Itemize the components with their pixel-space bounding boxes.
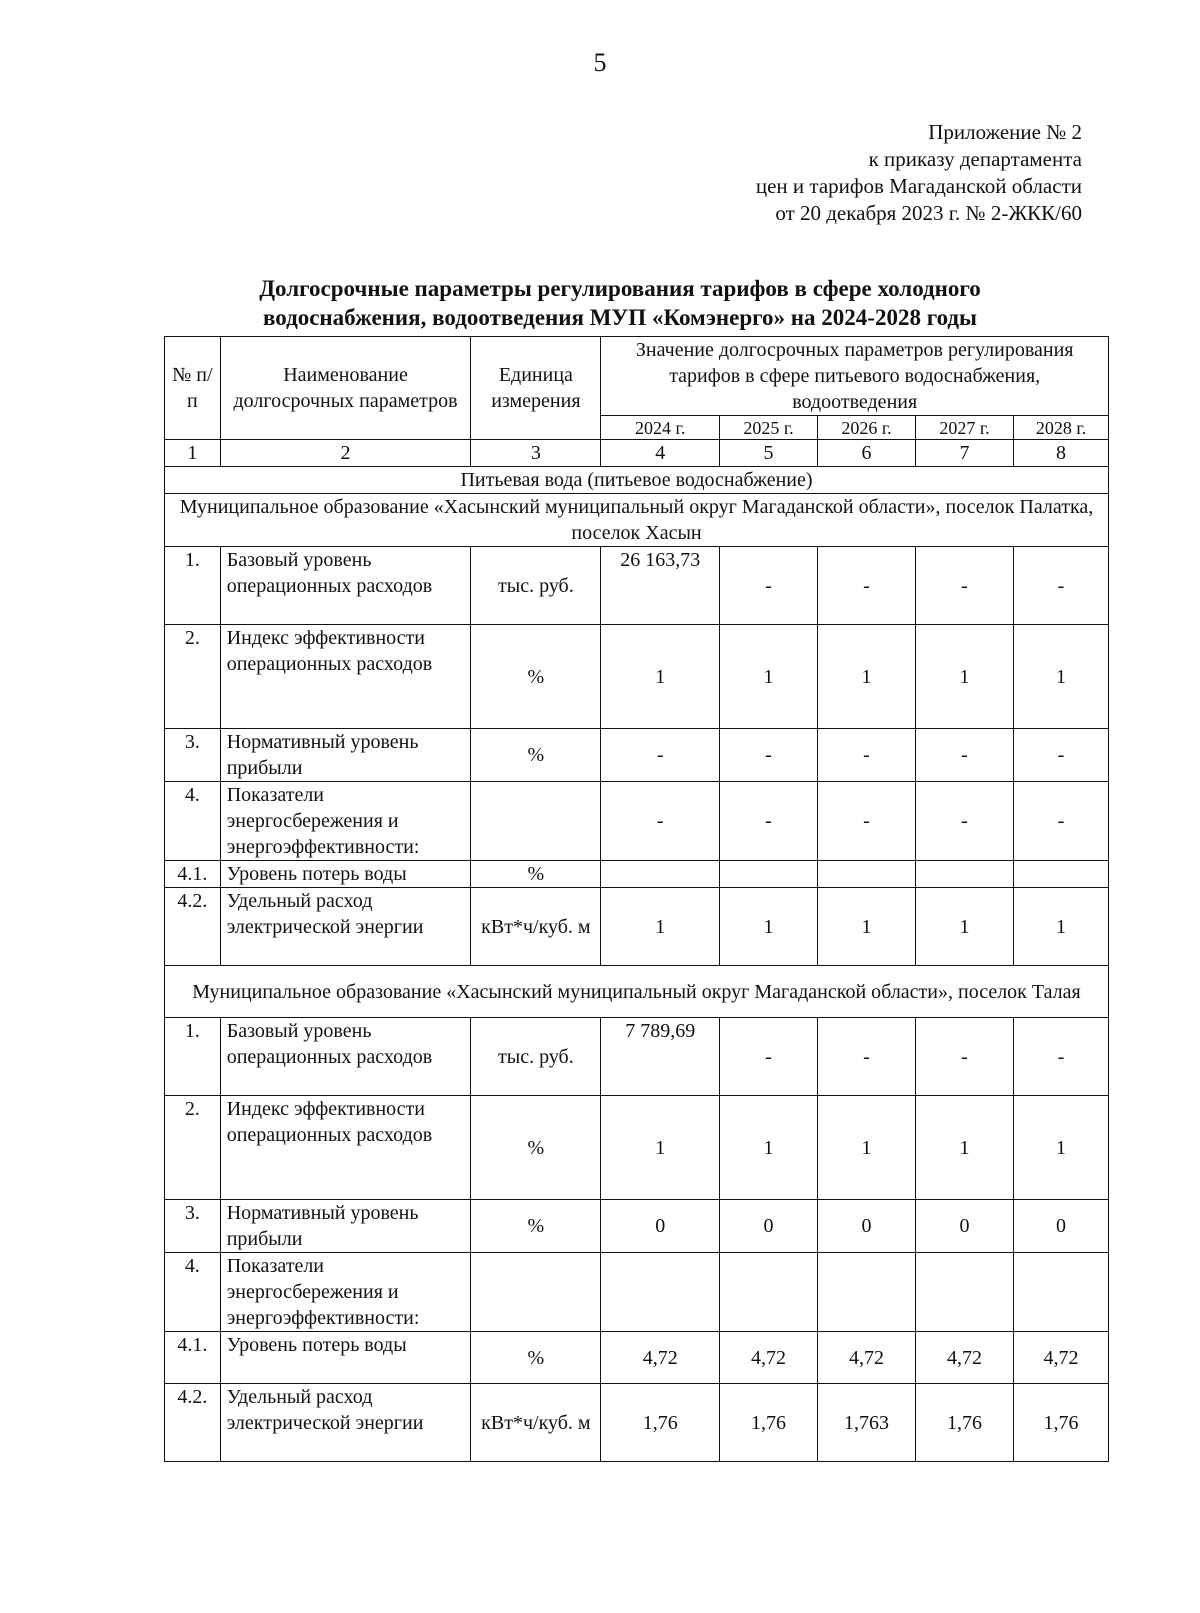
group-title: Муниципальное образование «Хасынский муниципальный округ Магаданской области», поселок Талая (165, 966, 1109, 1018)
column-number: 3 (471, 440, 601, 467)
row-value: 1 (818, 625, 916, 729)
parameters-table (164, 336, 1109, 1462)
row-value: - (818, 729, 916, 782)
row-value (916, 861, 1014, 888)
row-number: 1. (165, 547, 221, 625)
row-value: - (601, 729, 720, 782)
table-row (165, 729, 1109, 782)
row-unit: % (471, 625, 601, 729)
row-parameter-name: Нормативный уровень прибыли (220, 729, 471, 782)
row-value: - (1014, 782, 1109, 861)
table-row (165, 861, 1109, 888)
column-number: 6 (818, 440, 916, 467)
row-value: - (916, 1018, 1014, 1096)
header-name: Наименование долгосрочных параметров (220, 337, 471, 440)
row-value (916, 1253, 1014, 1332)
row-value: - (720, 547, 818, 625)
column-number: 5 (720, 440, 818, 467)
group-title-row (165, 966, 1109, 1018)
row-value: 1 (720, 888, 818, 966)
appendix-line: от 20 декабря 2023 г. № 2-ЖКК/60 (775, 201, 1082, 225)
row-unit: % (471, 861, 601, 888)
row-unit: % (471, 1200, 601, 1253)
header-year: 2025 г. (720, 416, 818, 440)
table-row (165, 1384, 1109, 1462)
row-value: 1,76 (601, 1384, 720, 1462)
row-value: - (720, 1018, 818, 1096)
row-unit: % (471, 729, 601, 782)
row-number: 4.1. (165, 861, 221, 888)
column-number: 2 (220, 440, 471, 467)
row-value: 7 789,69 (601, 1018, 720, 1096)
column-number: 1 (165, 440, 221, 467)
row-number: 4. (165, 782, 221, 861)
row-parameter-name: Базовый уровень операционных расходов (220, 1018, 471, 1096)
row-value: 1 (601, 625, 720, 729)
row-parameter-name: Удельный расход электрической энергии (220, 1384, 471, 1462)
title-line: водоснабжения, водоотведения МУП «Комэнерго» на 2024-2028 годы (262, 305, 978, 330)
column-number: 4 (601, 440, 720, 467)
row-value: 1 (1014, 1096, 1109, 1200)
row-value: - (601, 782, 720, 861)
row-value: 1,76 (916, 1384, 1014, 1462)
header-num: № п/п (165, 337, 221, 440)
row-value: 0 (720, 1200, 818, 1253)
row-value: 4,72 (1014, 1332, 1109, 1384)
appendix-line: к приказу департамента (868, 147, 1082, 171)
table-row (165, 625, 1109, 729)
document-title (160, 274, 1080, 332)
row-value: 1 (720, 625, 818, 729)
row-value: 1 (818, 888, 916, 966)
table-body (165, 337, 1109, 1462)
row-parameter-name: Базовый уровень операционных расходов (220, 547, 471, 625)
row-number: 3. (165, 1200, 221, 1253)
header-year: 2024 г. (601, 416, 720, 440)
row-value: 1 (916, 1096, 1014, 1200)
row-value: 1 (1014, 888, 1109, 966)
table-row (165, 1018, 1109, 1096)
appendix-line: Приложение № 2 (928, 120, 1082, 144)
row-number: 2. (165, 1096, 221, 1200)
table-row (165, 547, 1109, 625)
section-row (165, 467, 1109, 494)
column-number: 7 (916, 440, 1014, 467)
row-value: 4,72 (601, 1332, 720, 1384)
row-value: - (916, 547, 1014, 625)
row-value: - (818, 782, 916, 861)
row-value (1014, 1253, 1109, 1332)
row-value (818, 861, 916, 888)
row-parameter-name: Уровень потерь воды (220, 1332, 471, 1384)
row-value (720, 1253, 818, 1332)
row-value: 0 (818, 1200, 916, 1253)
row-value: 4,72 (818, 1332, 916, 1384)
row-unit: тыс. руб. (471, 1018, 601, 1096)
column-number-row (165, 440, 1109, 467)
section-title: Питьевая вода (питьевое водоснабжение) (165, 467, 1109, 494)
row-value: 1,76 (720, 1384, 818, 1462)
table-row (165, 1253, 1109, 1332)
row-unit (471, 782, 601, 861)
row-value: - (1014, 729, 1109, 782)
table-row (165, 888, 1109, 966)
row-value: - (720, 782, 818, 861)
table-row (165, 1200, 1109, 1253)
appendix-line: цен и тарифов Магаданской области (755, 174, 1082, 198)
header-unit: Единица измерения (471, 337, 601, 440)
header-value: Значение долгосрочных параметров регулирования тарифов в сфере питьевого водоснабжения, водоотведения (601, 337, 1109, 416)
row-unit: кВт*ч/куб. м (471, 888, 601, 966)
row-value: 0 (601, 1200, 720, 1253)
row-value: 1 (818, 1096, 916, 1200)
row-parameter-name: Индекс эффективности операционных расходов (220, 1096, 471, 1200)
row-number: 4.2. (165, 888, 221, 966)
row-value: 4,72 (916, 1332, 1014, 1384)
table-row (165, 782, 1109, 861)
row-unit: тыс. руб. (471, 547, 601, 625)
row-value: 0 (1014, 1200, 1109, 1253)
row-parameter-name: Нормативный уровень прибыли (220, 1200, 471, 1253)
row-number: 4.1. (165, 1332, 221, 1384)
row-value: - (1014, 1018, 1109, 1096)
row-value: 1 (601, 888, 720, 966)
row-value: 26 163,73 (601, 547, 720, 625)
row-value (601, 861, 720, 888)
row-value (720, 861, 818, 888)
row-value: 1,763 (818, 1384, 916, 1462)
row-parameter-name: Уровень потерь воды (220, 861, 471, 888)
row-value: 1,76 (1014, 1384, 1109, 1462)
title-line: Долгосрочные параметры регулирования тарифов в сфере холодного (259, 276, 981, 301)
page-number: 5 (593, 48, 607, 77)
row-value: 0 (916, 1200, 1014, 1253)
group-title: Муниципальное образование «Хасынский муниципальный округ Магаданской области», поселок Палатка, поселок Хасын (165, 494, 1109, 547)
row-value: - (916, 782, 1014, 861)
row-number: 1. (165, 1018, 221, 1096)
row-unit: кВт*ч/куб. м (471, 1384, 601, 1462)
row-value: 1 (916, 625, 1014, 729)
column-number: 8 (1014, 440, 1109, 467)
row-value: - (818, 547, 916, 625)
row-value: - (818, 1018, 916, 1096)
table-row (165, 1332, 1109, 1384)
row-value: - (916, 729, 1014, 782)
row-value: 1 (1014, 625, 1109, 729)
row-value (1014, 861, 1109, 888)
table-row (165, 1096, 1109, 1200)
row-number: 4.2. (165, 1384, 221, 1462)
row-value: 1 (601, 1096, 720, 1200)
row-number: 4. (165, 1253, 221, 1332)
appendix-block (756, 119, 1082, 227)
header-year: 2027 г. (916, 416, 1014, 440)
header-row (165, 337, 1109, 416)
row-unit (471, 1253, 601, 1332)
row-value: - (1014, 547, 1109, 625)
row-number: 2. (165, 625, 221, 729)
row-value (601, 1253, 720, 1332)
row-value: 4,72 (720, 1332, 818, 1384)
row-number: 3. (165, 729, 221, 782)
row-parameter-name: Удельный расход электрической энергии (220, 888, 471, 966)
row-value (818, 1253, 916, 1332)
header-year: 2026 г. (818, 416, 916, 440)
row-parameter-name: Показатели энергосбережения и энергоэффективности: (220, 1253, 471, 1332)
row-unit: % (471, 1096, 601, 1200)
row-parameter-name: Показатели энергосбережения и энергоэффективности: (220, 782, 471, 861)
row-parameter-name: Индекс эффективности операционных расходов (220, 625, 471, 729)
row-value: - (720, 729, 818, 782)
group-title-row (165, 494, 1109, 547)
row-value: 1 (720, 1096, 818, 1200)
header-year: 2028 г. (1014, 416, 1109, 440)
row-unit: % (471, 1332, 601, 1384)
row-value: 1 (916, 888, 1014, 966)
